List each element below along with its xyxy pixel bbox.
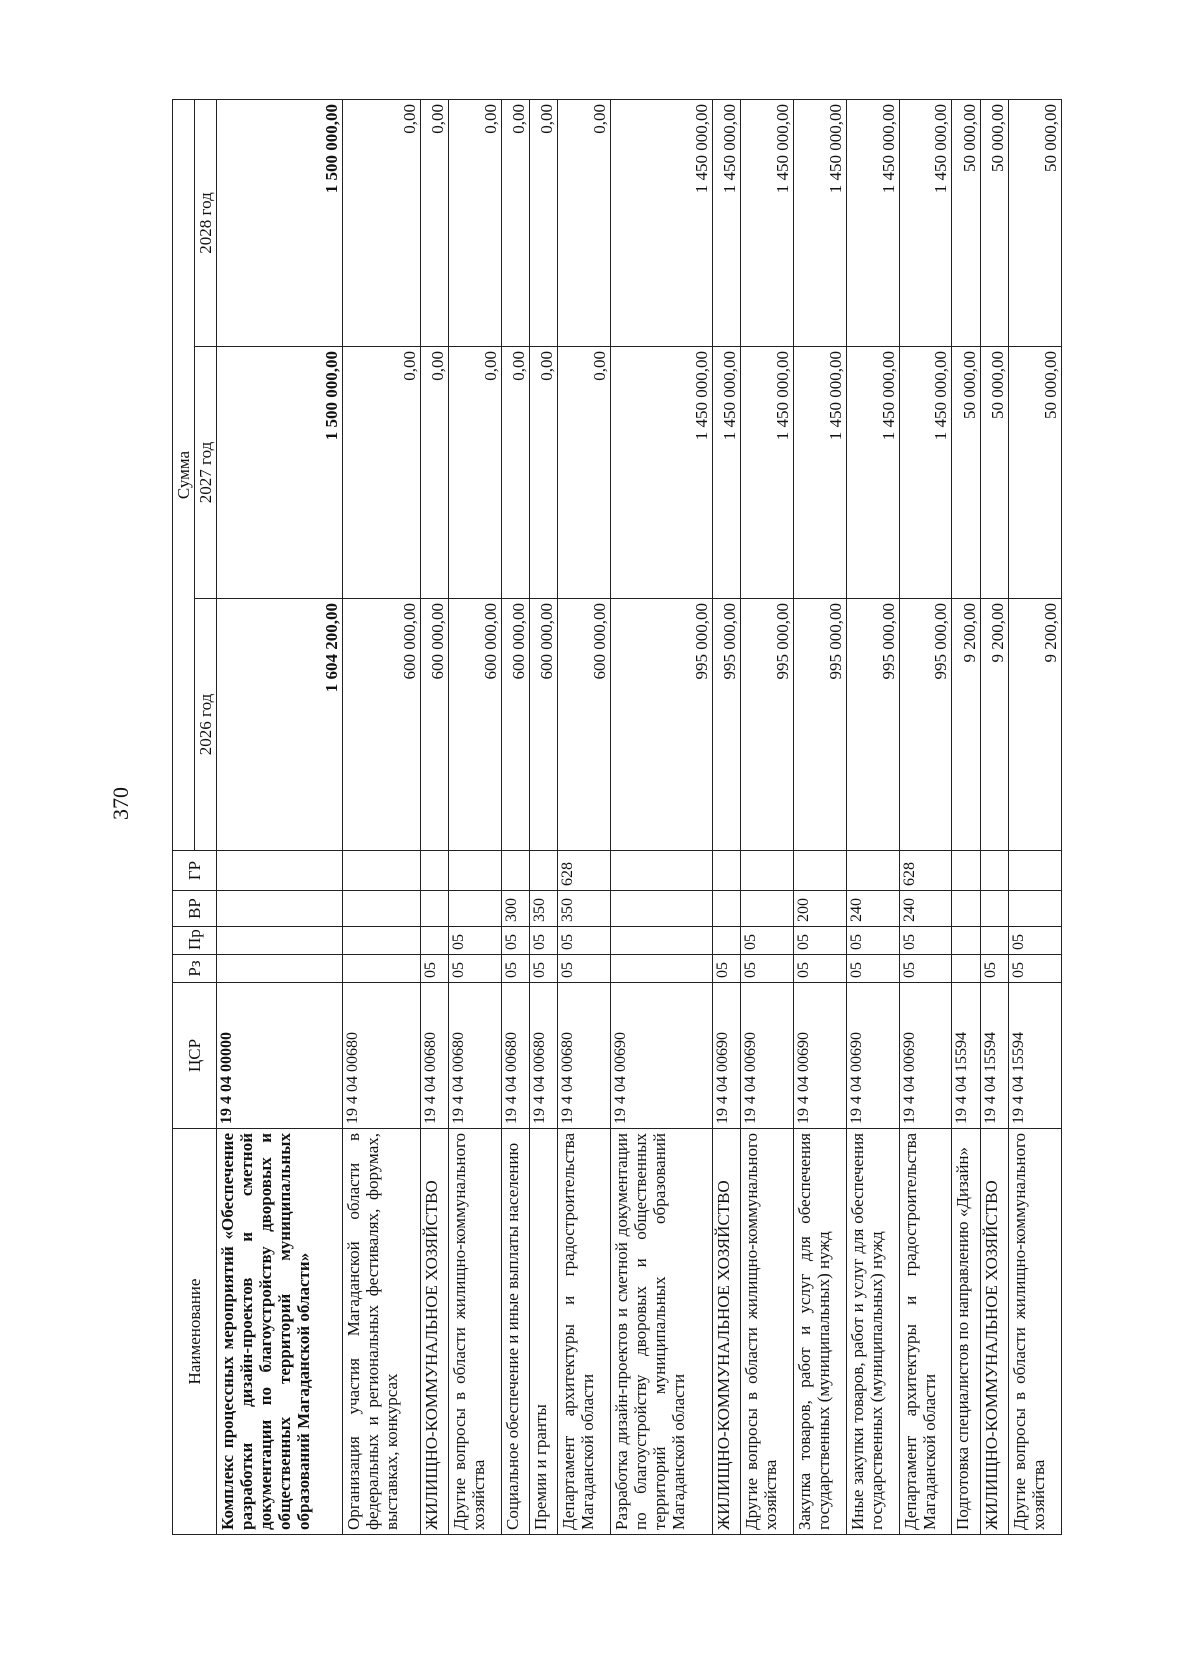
row-vr: 350 <box>558 891 611 927</box>
header-name: Наименование <box>173 1129 217 1535</box>
row-gr <box>420 851 448 891</box>
row-sum-2028: 1 450 000,00 <box>611 100 713 347</box>
table-row <box>846 100 899 1535</box>
row-sum-2026: 600 000,00 <box>501 599 529 851</box>
row-gr <box>980 851 1008 891</box>
row-sum-2028: 0,00 <box>420 100 448 347</box>
table-row <box>217 100 343 1535</box>
row-sum-2027: 0,00 <box>343 347 420 599</box>
header-rz: Рз <box>173 955 217 983</box>
row-vr <box>217 891 343 927</box>
row-rz: 05 <box>448 955 501 983</box>
row-sum-2027: 0,00 <box>558 347 611 599</box>
row-vr <box>611 891 713 927</box>
row-sum-2028: 50 000,00 <box>980 100 1008 347</box>
header-year-2026: 2026 год <box>195 599 217 851</box>
row-name: ЖИЛИЩНО-КОММУНАЛЬНОЕ ХОЗЯЙСТВО <box>980 1129 1008 1535</box>
header-year-2028: 2028 год <box>195 100 217 347</box>
row-pr: 05 <box>1009 927 1062 955</box>
row-sum-2027: 1 450 000,00 <box>712 347 740 599</box>
row-vr <box>712 891 740 927</box>
table-row <box>899 100 952 1535</box>
row-csr: 19 4 04 00680 <box>448 983 501 1129</box>
row-gr <box>846 851 899 891</box>
row-sum-2027: 50 000,00 <box>952 347 980 599</box>
row-vr: 200 <box>794 891 847 927</box>
row-sum-2028: 1 500 000,00 <box>217 100 343 347</box>
row-csr: 19 4 04 00680 <box>558 983 611 1129</box>
row-sum-2026: 995 000,00 <box>741 599 794 851</box>
row-sum-2028: 50 000,00 <box>1009 100 1062 347</box>
row-vr: 240 <box>846 891 899 927</box>
row-vr <box>448 891 501 927</box>
rotated-table-wrapper <box>172 100 1062 1535</box>
table-row <box>448 100 501 1535</box>
row-csr: 19 4 04 00680 <box>530 983 558 1129</box>
row-gr <box>611 851 713 891</box>
row-name: ЖИЛИЩНО-КОММУНАЛЬНОЕ ХОЗЯЙСТВО <box>712 1129 740 1535</box>
row-sum-2028: 1 450 000,00 <box>899 100 952 347</box>
row-gr: 628 <box>558 851 611 891</box>
header-year-2027: 2027 год <box>195 347 217 599</box>
row-name: ЖИЛИЩНО-КОММУНАЛЬНОЕ ХОЗЯЙСТВО <box>420 1129 448 1535</box>
row-name: Разработка дизайн-проектов и сметной документации по благоустройству дворовых и общественных территорий муниципальных образований Магаданской области <box>611 1129 713 1535</box>
row-gr <box>530 851 558 891</box>
row-sum-2028: 0,00 <box>558 100 611 347</box>
row-sum-2028: 1 450 000,00 <box>712 100 740 347</box>
row-vr <box>741 891 794 927</box>
row-name: Иные закупки товаров, работ и услуг для обеспечения государственных (муниципальных) нужд <box>846 1129 899 1535</box>
row-csr: 19 4 04 00680 <box>501 983 529 1129</box>
header-vr: ВР <box>173 891 217 927</box>
row-sum-2027: 0,00 <box>530 347 558 599</box>
row-sum-2028: 0,00 <box>501 100 529 347</box>
table-row <box>1009 100 1062 1535</box>
row-sum-2027: 1 500 000,00 <box>217 347 343 599</box>
row-rz: 05 <box>846 955 899 983</box>
row-sum-2026: 995 000,00 <box>899 599 952 851</box>
row-sum-2027: 1 450 000,00 <box>611 347 713 599</box>
row-vr <box>952 891 980 927</box>
row-sum-2027: 0,00 <box>501 347 529 599</box>
row-sum-2026: 600 000,00 <box>420 599 448 851</box>
row-name: Департамент архитектуры и градостроительства Магаданской области <box>558 1129 611 1535</box>
row-sum-2026: 9 200,00 <box>1009 599 1062 851</box>
row-sum-2027: 50 000,00 <box>1009 347 1062 599</box>
row-csr: 19 4 04 00680 <box>343 983 420 1129</box>
table-row <box>611 100 713 1535</box>
row-gr <box>952 851 980 891</box>
header-pr: Пр <box>173 927 217 955</box>
row-sum-2026: 9 200,00 <box>952 599 980 851</box>
row-csr: 19 4 04 00690 <box>611 983 713 1129</box>
row-csr: 19 4 04 00690 <box>899 983 952 1129</box>
row-vr <box>980 891 1008 927</box>
row-sum-2027: 1 450 000,00 <box>899 347 952 599</box>
row-pr <box>611 927 713 955</box>
row-sum-2028: 0,00 <box>448 100 501 347</box>
row-pr <box>217 927 343 955</box>
row-sum-2026: 600 000,00 <box>448 599 501 851</box>
row-rz <box>611 955 713 983</box>
table-row <box>794 100 847 1535</box>
row-name: Другие вопросы в области жилищно-коммунального хозяйства <box>448 1129 501 1535</box>
table-row <box>343 100 420 1535</box>
row-sum-2027: 1 450 000,00 <box>794 347 847 599</box>
row-rz <box>217 955 343 983</box>
row-pr <box>980 927 1008 955</box>
page-number: 370 <box>108 787 133 820</box>
row-sum-2027: 0,00 <box>448 347 501 599</box>
row-rz: 05 <box>899 955 952 983</box>
row-csr: 19 4 04 00690 <box>741 983 794 1129</box>
row-pr <box>343 927 420 955</box>
table-body <box>217 100 1062 1535</box>
row-pr: 05 <box>846 927 899 955</box>
header-csr: ЦСР <box>173 983 217 1129</box>
row-rz <box>343 955 420 983</box>
row-sum-2026: 995 000,00 <box>794 599 847 851</box>
row-name: Социальное обеспечение и иные выплаты населению <box>501 1129 529 1535</box>
row-sum-2026: 995 000,00 <box>712 599 740 851</box>
row-sum-2026: 600 000,00 <box>558 599 611 851</box>
row-sum-2028: 0,00 <box>530 100 558 347</box>
row-vr: 350 <box>530 891 558 927</box>
row-sum-2026: 995 000,00 <box>611 599 713 851</box>
table-row <box>712 100 740 1535</box>
row-name: Другие вопросы в области жилищно-коммунального хозяйства <box>741 1129 794 1535</box>
row-pr <box>420 927 448 955</box>
row-sum-2027: 1 450 000,00 <box>846 347 899 599</box>
row-pr <box>712 927 740 955</box>
row-rz: 05 <box>558 955 611 983</box>
header-row-1 <box>173 100 195 1535</box>
row-gr <box>1009 851 1062 891</box>
row-gr <box>501 851 529 891</box>
row-csr: 19 4 04 15594 <box>952 983 980 1129</box>
row-sum-2027: 0,00 <box>420 347 448 599</box>
row-sum-2028: 0,00 <box>343 100 420 347</box>
row-rz: 05 <box>741 955 794 983</box>
row-csr: 19 4 04 15594 <box>980 983 1008 1129</box>
header-sum: Сумма <box>173 100 195 851</box>
row-rz: 05 <box>420 955 448 983</box>
row-sum-2027: 50 000,00 <box>980 347 1008 599</box>
row-gr <box>343 851 420 891</box>
row-csr: 19 4 04 00690 <box>712 983 740 1129</box>
row-csr: 19 4 04 00680 <box>420 983 448 1129</box>
row-pr: 05 <box>530 927 558 955</box>
row-csr: 19 4 04 00690 <box>794 983 847 1129</box>
row-csr: 19 4 04 00000 <box>217 983 343 1129</box>
row-rz <box>952 955 980 983</box>
row-rz: 05 <box>530 955 558 983</box>
row-name: Департамент архитектуры и градостроительства Магаданской области <box>899 1129 952 1535</box>
row-sum-2027: 1 450 000,00 <box>741 347 794 599</box>
row-pr: 05 <box>794 927 847 955</box>
row-csr: 19 4 04 00690 <box>846 983 899 1129</box>
row-sum-2028: 50 000,00 <box>952 100 980 347</box>
row-gr <box>217 851 343 891</box>
row-vr <box>343 891 420 927</box>
row-name: Комплекс процессных мероприятий «Обеспечение разработки дизайн-проектов и сметной документации по благоустройству дворовых и общественных территорий муниципальных образований Магаданской области» <box>217 1129 343 1535</box>
row-vr: 240 <box>899 891 952 927</box>
table-row <box>952 100 980 1535</box>
budget-table <box>172 99 1062 1535</box>
row-name: Организация участия Магаданской области в федеральных и региональных фестивалях, форумах, выставках, конкурсах <box>343 1129 420 1535</box>
row-pr: 05 <box>501 927 529 955</box>
row-sum-2028: 1 450 000,00 <box>741 100 794 347</box>
row-gr <box>448 851 501 891</box>
row-sum-2028: 1 450 000,00 <box>794 100 847 347</box>
header-gr: ГР <box>173 851 217 891</box>
row-pr <box>952 927 980 955</box>
table-row <box>558 100 611 1535</box>
row-rz: 05 <box>501 955 529 983</box>
row-pr: 05 <box>558 927 611 955</box>
row-name: Премии и гранты <box>530 1129 558 1535</box>
row-name: Подготовка специалистов по направлению «Дизайн» <box>952 1129 980 1535</box>
row-gr <box>712 851 740 891</box>
row-pr: 05 <box>899 927 952 955</box>
table-row <box>741 100 794 1535</box>
row-rz: 05 <box>980 955 1008 983</box>
table-row <box>530 100 558 1535</box>
row-sum-2028: 1 450 000,00 <box>846 100 899 347</box>
row-vr <box>420 891 448 927</box>
row-name: Другие вопросы в области жилищно-коммунального хозяйства <box>1009 1129 1062 1535</box>
row-sum-2026: 600 000,00 <box>343 599 420 851</box>
row-pr: 05 <box>741 927 794 955</box>
row-pr: 05 <box>448 927 501 955</box>
row-rz: 05 <box>712 955 740 983</box>
row-rz: 05 <box>1009 955 1062 983</box>
row-sum-2026: 9 200,00 <box>980 599 1008 851</box>
row-rz: 05 <box>794 955 847 983</box>
row-vr: 300 <box>501 891 529 927</box>
row-gr <box>794 851 847 891</box>
row-sum-2026: 1 604 200,00 <box>217 599 343 851</box>
row-gr: 628 <box>899 851 952 891</box>
row-vr <box>1009 891 1062 927</box>
row-sum-2026: 600 000,00 <box>530 599 558 851</box>
row-csr: 19 4 04 15594 <box>1009 983 1062 1129</box>
row-name: Закупка товаров, работ и услуг для обеспечения государственных (муниципальных) нужд <box>794 1129 847 1535</box>
table-row <box>420 100 448 1535</box>
table-row <box>980 100 1008 1535</box>
row-sum-2026: 995 000,00 <box>846 599 899 851</box>
row-gr <box>741 851 794 891</box>
table-row <box>501 100 529 1535</box>
